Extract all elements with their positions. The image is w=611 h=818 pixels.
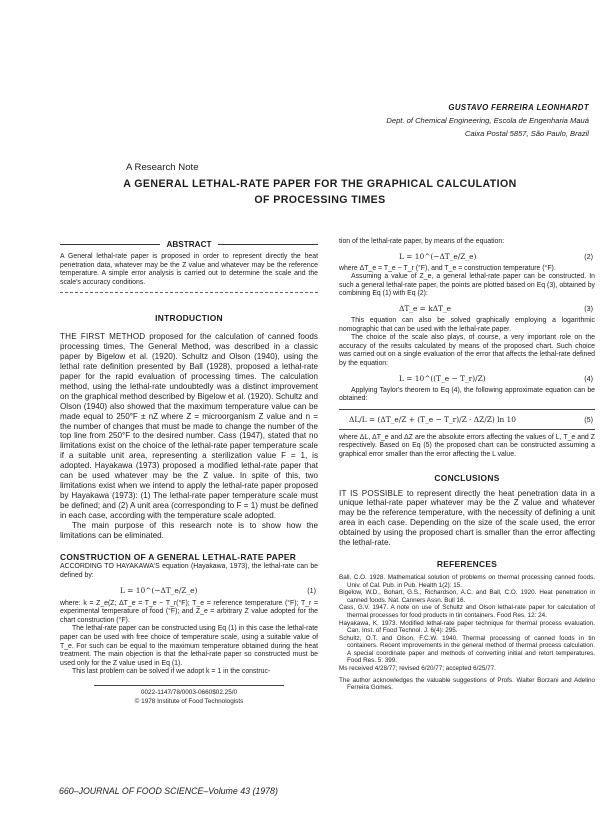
title-line-2: OF PROCESSING TIMES	[254, 194, 386, 206]
conclusions-body: to represent directly the heat penetration data in a unique lethal-rate paper whatever may be the Z value and whatever may be the reference temperature, with the necessity of defining a unit area in each case. Depending on the size of the scale used, the error obtained by using the proposed chart is smaller than the error affecting the lethal-rate.	[339, 488, 595, 548]
copyright-line: © 1978 Institute of Food Technologists	[134, 697, 244, 705]
equation-4	[339, 374, 595, 383]
construction-paragraph-3: The lethal-rate paper can be constructed using Eq (1) in this case the lethal-rate paper can be used with free choice of temperature scale, using a suitable value of T_e. For such can be equal to the maximum temperature obtained during the heat treatment. The main objection is that the lethal-rate paper so constructed must be used only for the Z value used in Eq (1).	[60, 625, 318, 667]
introduction-heading: INTRODUCTION	[155, 313, 223, 324]
reference-item: Schultz, O.T. and Olson, F.C.W. 1940. Thermal processing of canned foods in tin containers. Recent improvements in the general method of thermal process calculation. A special coordinate paper and methods of converting initial and retort temperatures. Food Res. 5: 399.	[339, 634, 595, 665]
reference-item: Bigelow, W.D., Bohart, G.S., Richardson, A.C. and Ball, C.O. 1920. Heat penetration in canned foods. Nat. Canners Assn. Bull 16.	[339, 589, 595, 604]
equation-3-number: (3)	[584, 303, 593, 313]
journal-footer: 660–JOURNAL OF FOOD SCIENCE–Volume 43 (1978)	[59, 786, 278, 796]
article-code: 0022-1147/78/0003-0660$02.25/0	[140, 688, 238, 696]
reference-item: Cass, G.V. 1947. A note on use of Schultz and Olson lethal-rate paper for calculation of thermal processes for food products in tin containers. Food Res. 12: 24.	[339, 604, 595, 619]
introduction-paragraph-1	[60, 332, 318, 520]
reference-item: Ball, C.O. 1928. Mathematical solution of problems on thermal processing canned foods. Univ. of Cal. Pub. in Pub. Health 1(2): 15.	[339, 573, 595, 589]
equation-1	[60, 586, 318, 595]
equation-2-definitions: where ΔT_e = T_e − T_r (°F), and T_e = construction temperature (°F).	[339, 264, 556, 272]
introduction-lead: THE FIRST METHOD	[60, 332, 146, 342]
author-department: Dept. of Chemical Engineering, Escola de Engenharia Mauá	[386, 116, 589, 125]
equation-5-text: ΔL/L = (ΔT_e/Z + (T_e − T_r)/Z · ΔZ/Z) ln 10	[349, 414, 516, 424]
note-label: A Research Note	[126, 162, 199, 173]
copyright-box	[94, 685, 284, 706]
solve-paragraph: This equation can also be solved graphically employing a logarithmic nomographic that can be used with the lethal-rate paper.	[339, 316, 595, 333]
title-line-1: A GENERAL LETHAL-RATE PAPER FOR THE GRAPHICAL CALCULATION	[123, 178, 517, 190]
construction-paragraph-2: where: k = Z_e(Z; ΔT_e = T_e − T_r(°F); T_e = reference temperature (°F); T_r = experimental temperature of food (°F); and Z_e = arbitrary Z value adopted for the chart construction (°F).	[60, 599, 318, 624]
paper-title	[70, 176, 570, 208]
equation-3	[339, 304, 595, 313]
equation-4-number: (4)	[584, 373, 593, 383]
equation-1-text: L = 10^(−ΔT_e/Z_e)	[120, 585, 198, 595]
equation-1-number: (1)	[307, 585, 316, 595]
left-column	[60, 238, 318, 706]
scale-choice-paragraph: The choice of the scale also plays, of course, a very important role on the accuracy of the results calculated by means of the proposed chart. Such choice was carried out on a single evaluation of the error that affects the lethal-rate defined by the equation:	[339, 334, 595, 367]
right-column	[339, 238, 595, 692]
reference-item: Hayakawa, K. 1973. Modified lethal-rate paper technique for thermal process evaluation. Can. Inst. of Food Technol. J. 6(4): 295.	[339, 619, 595, 635]
equation-3-text: ΔT_e = kΔT_e	[399, 303, 452, 313]
construction-continued: tion of the lethal-rate paper, by means of the equation:	[339, 238, 505, 245]
abstract-heading-text: ABSTRACT	[166, 240, 212, 249]
error-definitions-paragraph: where ΔL, ΔT_e and ΔZ are the absolute errors affecting the values of L, T_e and Z respectively. Based on Eq (5) the proposed chart can be constructed assuming a graphical error smaller than the error affecting the L value.	[339, 433, 595, 458]
equation-5	[339, 409, 595, 430]
equation-4-text: L = 10^((T_e − T_r)/Z)	[399, 373, 486, 383]
abstract-rule-right	[218, 244, 318, 245]
construction-paragraph-1: ACCORDING TO HAYAKAWA'S equation (Hayakawa, 1973), the lethal-rate can be defined by:	[60, 563, 318, 579]
author-name: GUSTAVO FERREIRA LEONHARDT	[448, 103, 589, 112]
equation-2-text: L = 10^(−ΔT_e/Z_e)	[399, 251, 477, 261]
acknowledgement: The author acknowledges the valuable suggestions of Profs. Walter Borzani and Adelino Ferreira Gomes.	[339, 676, 595, 692]
received-dates: Ms received 4/28/77; revised 6/20/77; accepted 6/25/77.	[339, 665, 496, 673]
equation-5-number: (5)	[584, 414, 593, 424]
abstract-divider	[60, 292, 318, 293]
author-address: Caixa Postal 5857, São Paulo, Brazil	[464, 129, 589, 138]
conclusions-lead: IT IS POSSIBLE	[339, 488, 404, 498]
equation-2	[339, 252, 595, 261]
references-heading: REFERENCES	[436, 558, 498, 569]
author-affiliation	[386, 101, 589, 140]
abstract-rule-left	[60, 244, 160, 245]
introduction-paragraph-2: The main purpose of this research note is to show how the limitations can be eliminated.	[60, 520, 318, 540]
conclusions-heading: CONCLUSIONS	[434, 472, 500, 483]
construction-paragraph-4: This last problem can be solved if we adopt k = 1 in the construc-	[72, 668, 271, 676]
taylor-paragraph: Applying Taylor's theorem to Eq (4), the following approximate equation can be obtained:	[339, 386, 595, 403]
references-list	[339, 574, 595, 692]
introduction-body: proposed for the calculation of canned foods processing times, The General Method, was described in a classic paper by Bigelow et al. (1920). Schultz and Olson (1940), using the lethal rate definition presented by Ball (1928), proposed a lethal-rate paper for the rapid evaluation of processing times. The calculation method, using the lethal-rate undoubtedly was a distinct improvement on the graphical method described by Bigelow et al. (1920). Schultz and Olson (1940) also showed that the maximum temperature value can be made equal to 250°F ± nZ where Z = microorganism Z value and n = the number of changes that must be made to change the number of the top line from 250°F to the desired number. Cass (1947), stated that no limitations exist on the choice of the lethal-rate paper temperature scale if a suitable unit area, representing a sterilization value F = 1, is adopted. Hayakawa (1973) proposed a modified lethal-rate paper that can be used whatever may be the Z value. In spite of this, two limitations exist when we intend to apply the lethal-rate paper proposed by Hayakawa (1973): (1) The lethal-rate paper temperature scale must be defined; and (2) A unit area (corresponding to F = 1) must be defined in each case, according with the temperature scale adopted.	[60, 332, 318, 520]
conclusions-paragraph	[339, 489, 595, 548]
construction-heading: CONSTRUCTION OF A GENERAL LETHAL-RATE PAPER	[60, 552, 297, 563]
abstract-heading	[60, 240, 318, 249]
equation-2-number: (2)	[584, 251, 593, 261]
assume-paragraph: Assuming a value of Z_e, a general lethal-rate paper can be constructed. In such a general lethal-rate paper, the points are plotted based on Eq (3), obtained by combining Eq (1) with Eq (2):	[339, 273, 595, 298]
abstract-text: A General lethal-rate paper is proposed in order to represent directly the heat penetration data, whatever may be the Z value and whatever may be the reference temperature. A simple error analysis is carried out to determine the scale and the scale's accuracy conditions.	[60, 253, 318, 286]
